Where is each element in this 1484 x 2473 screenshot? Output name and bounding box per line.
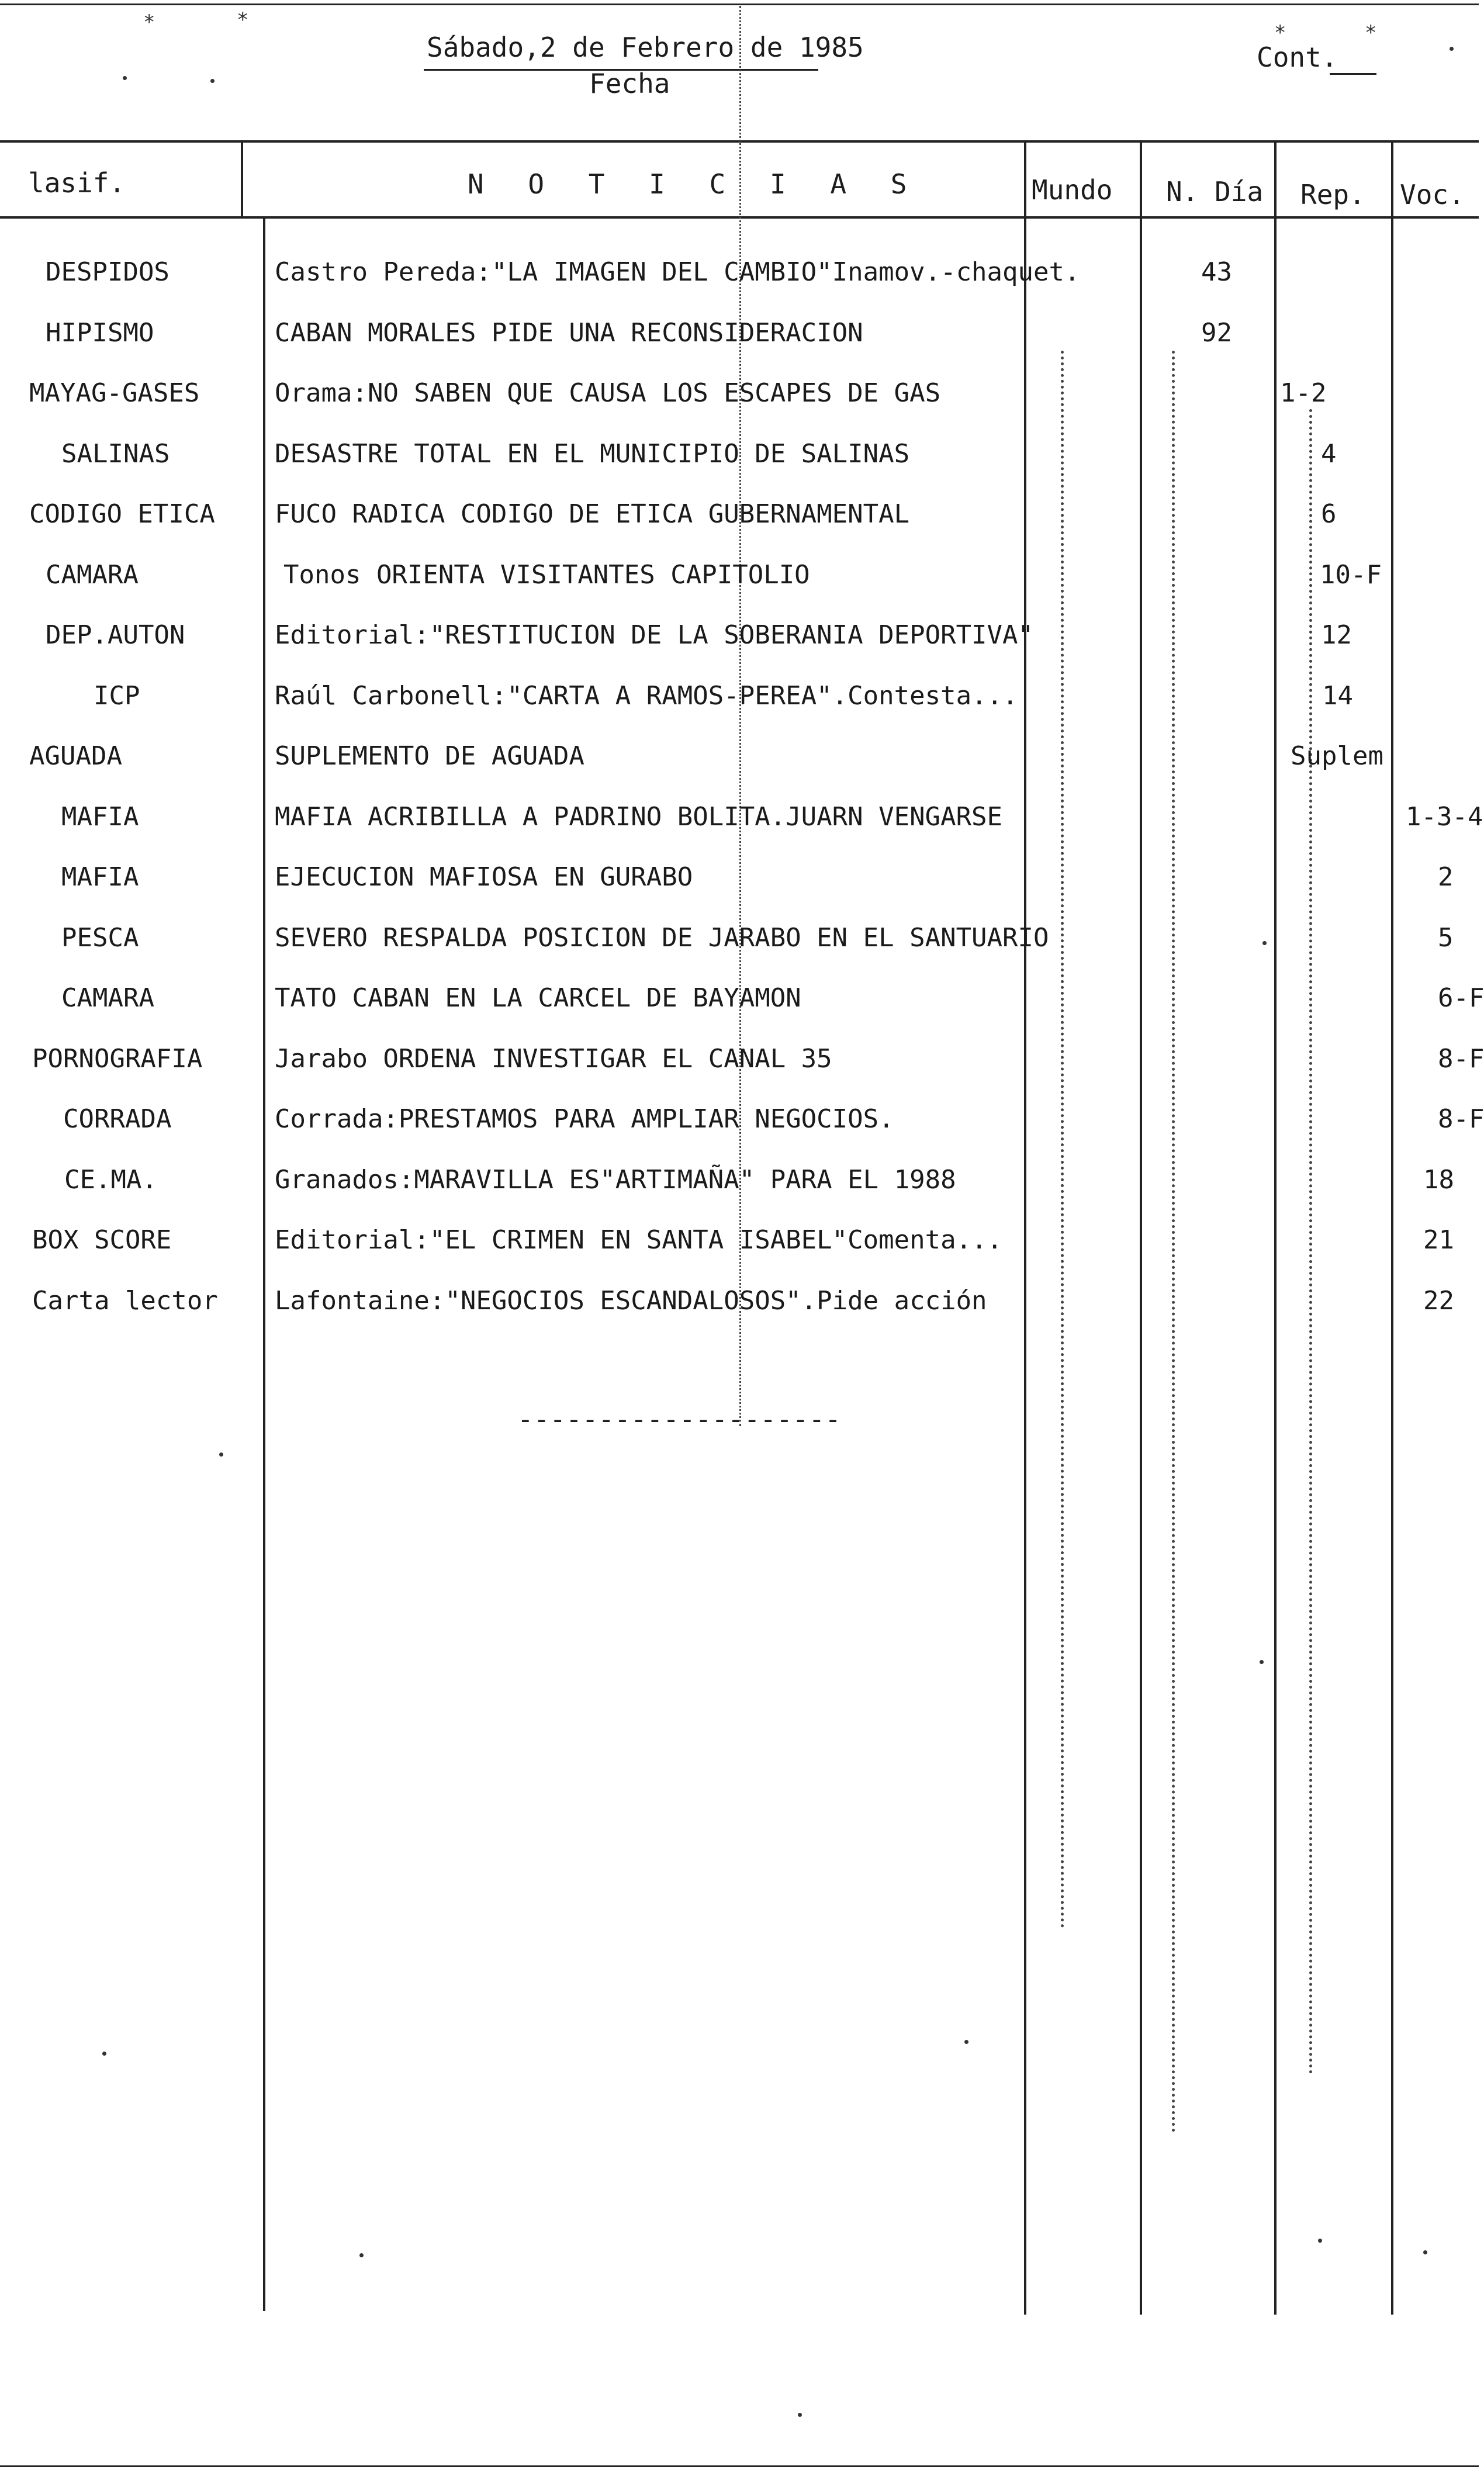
speck-mark xyxy=(1260,1660,1264,1664)
cont-underline xyxy=(1330,73,1376,75)
row-rep: 6 xyxy=(1321,499,1337,529)
table-row xyxy=(0,318,1479,379)
row-clasif: CAMARA xyxy=(46,559,139,590)
row-rep: 12 xyxy=(1321,620,1352,650)
row-clasif: SALINAS xyxy=(61,438,170,469)
speck-mark xyxy=(1262,941,1267,945)
column-header-ndia: N. Día xyxy=(1166,176,1264,207)
row-voc: 5 xyxy=(1438,922,1454,953)
table-row xyxy=(0,1043,1484,1105)
row-ndia: 43 xyxy=(1201,257,1232,287)
row-clasif: CODIGO ETICA xyxy=(29,499,215,529)
row-title: Castro Pereda:"LA IMAGEN DEL CAMBIO"Inamov.-chaquet. xyxy=(275,257,1080,287)
row-title: FUCO RADICA CODIGO DE ETICA GUBERNAMENTAL xyxy=(275,499,910,529)
row-voc: 8-F xyxy=(1438,1104,1484,1134)
speck-mark xyxy=(1318,2239,1322,2243)
row-clasif: PESCA xyxy=(61,922,139,953)
row-voc: 8-F xyxy=(1438,1043,1484,1074)
row-clasif: CORRADA xyxy=(63,1104,172,1134)
speck-mark: * xyxy=(1274,21,1286,44)
row-voc: 22 xyxy=(1423,1285,1454,1316)
table-row xyxy=(0,1104,1484,1165)
table-row xyxy=(0,801,1483,863)
row-voc: 21 xyxy=(1423,1225,1454,1255)
row-voc: 1-3-4 xyxy=(1406,801,1483,832)
row-title: Editorial:"RESTITUCION DE LA SOBERANIA DEPORTIVA" xyxy=(275,620,1034,650)
row-clasif: CE.MA. xyxy=(64,1164,157,1195)
row-title: SUPLEMENTO DE AGUADA xyxy=(275,741,584,771)
row-voc: 18 xyxy=(1423,1164,1454,1195)
row-rep: 10-F xyxy=(1320,559,1382,590)
row-clasif: DESPIDOS xyxy=(46,257,169,287)
row-voc: 6-F xyxy=(1438,983,1484,1013)
column-header-rep: Rep. xyxy=(1300,179,1365,210)
row-ndia: 92 xyxy=(1201,317,1232,348)
row-clasif: Carta lector xyxy=(32,1285,218,1316)
speck-mark xyxy=(1450,47,1454,51)
row-voc: 2 xyxy=(1438,862,1454,892)
row-title: CABAN MORALES PIDE UNA RECONSIDERACION xyxy=(275,317,863,348)
table-row xyxy=(0,983,1484,1044)
row-title: MAFIA ACRIBILLA A PADRINO BOLITA.JUARN VENGARSE xyxy=(275,801,1003,832)
row-clasif: MAYAG-GASES xyxy=(29,378,200,408)
table-row xyxy=(0,1286,1479,1347)
speck-mark xyxy=(964,2040,968,2044)
row-title: TATO CABAN EN LA CARCEL DE BAYAMON xyxy=(275,983,801,1013)
row-title: EJECUCION MAFIOSA EN GURABO xyxy=(275,862,693,892)
speck-mark xyxy=(123,76,127,80)
row-rep: 14 xyxy=(1322,680,1353,711)
table-row xyxy=(0,439,1479,500)
table-row xyxy=(0,681,1479,742)
table-row xyxy=(0,923,1479,984)
table-row xyxy=(0,560,1479,621)
row-title: Granados:MARAVILLA ES"ARTIMAÑA" PARA EL 1988 xyxy=(275,1164,956,1195)
table-row xyxy=(0,620,1479,681)
row-title: SEVERO RESPALDA POSICION DE JARABO EN EL SANTUARIO xyxy=(275,922,1049,953)
speck-mark: * xyxy=(237,8,249,32)
row-title: Tonos ORIENTA VISITANTES CAPITOLIO xyxy=(283,559,810,590)
row-clasif: MAFIA xyxy=(61,862,139,892)
row-clasif: MAFIA xyxy=(61,801,139,832)
row-title: Corrada:PRESTAMOS PARA AMPLIAR NEGOCIOS. xyxy=(275,1104,894,1134)
row-title: Lafontaine:"NEGOCIOS ESCANDALOSOS".Pide acción xyxy=(275,1285,987,1316)
speck-mark: * xyxy=(1365,21,1377,44)
end-separator: -------------------- xyxy=(517,1403,841,1435)
speck-mark xyxy=(210,79,215,83)
table-row xyxy=(0,1225,1479,1286)
cont-label: Cont. xyxy=(1257,41,1338,73)
table-row xyxy=(0,257,1479,318)
date-text: Sábado,2 de Febrero de 1985 xyxy=(427,32,864,63)
bottom-rule xyxy=(0,2465,1479,2467)
table-row xyxy=(0,862,1479,923)
column-header-clasif: lasif. xyxy=(28,167,126,199)
row-clasif: PORNOGRAFIA xyxy=(32,1043,203,1074)
column-header-noticias: N O T I C I A S xyxy=(468,168,921,200)
row-title: DESASTRE TOTAL EN EL MUNICIPIO DE SALINAS xyxy=(275,438,910,469)
row-rep: 4 xyxy=(1321,438,1337,469)
row-clasif: AGUADA xyxy=(29,741,122,771)
row-clasif: CAMARA xyxy=(61,983,154,1013)
row-clasif: DEP.AUTON xyxy=(46,620,185,650)
table-row xyxy=(0,1165,1479,1226)
row-clasif: BOX SCORE xyxy=(32,1225,172,1255)
speck-mark xyxy=(359,2253,364,2257)
row-title: Orama:NO SABEN QUE CAUSA LOS ESCAPES DE GAS xyxy=(275,378,941,408)
speck-mark: * xyxy=(143,11,155,34)
date-label: Fecha xyxy=(589,68,670,99)
table-row xyxy=(0,741,1479,802)
row-rep: 1-2 xyxy=(1280,378,1327,408)
row-title: Editorial:"EL CRIMEN EN SANTA ISABEL"Comenta... xyxy=(275,1225,1003,1255)
news-table-body xyxy=(0,257,1484,1346)
speck-mark xyxy=(102,2052,106,2056)
row-title: Raúl Carbonell:"CARTA A RAMOS-PEREA".Contesta... xyxy=(275,680,1018,711)
row-clasif: ICP xyxy=(94,680,140,711)
row-clasif: HIPISMO xyxy=(46,317,154,348)
row-title: Jarabo ORDENA INVESTIGAR EL CANAL 35 xyxy=(275,1043,832,1074)
column-divider xyxy=(241,140,243,219)
top-rule xyxy=(0,4,1479,5)
table-row xyxy=(0,378,1479,439)
speck-mark xyxy=(1423,2250,1427,2254)
table-row xyxy=(0,499,1479,560)
speck-mark xyxy=(219,1452,223,1457)
row-rep: Suplem xyxy=(1291,741,1383,771)
speck-mark xyxy=(798,2413,802,2417)
column-header-mundo: Mundo xyxy=(1032,174,1113,206)
column-header-voc: Voc. xyxy=(1400,179,1465,210)
